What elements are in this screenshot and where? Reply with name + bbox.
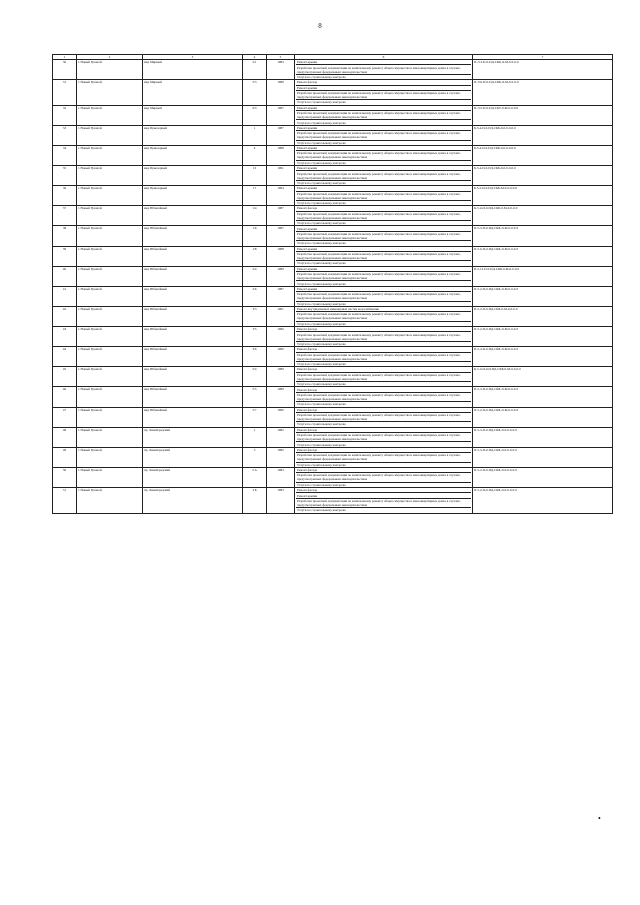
- work-item: Услуги по строительному контролю: [297, 402, 346, 407]
- row-number: 35: [53, 166, 77, 186]
- column-header: 3: [143, 55, 243, 60]
- row-code: П-5-4-П-0-ПД-СКБ-Л-М-0-0-0-0: [473, 347, 613, 367]
- row-works: [295, 488, 473, 514]
- row-house: 3 А: [243, 467, 267, 487]
- row-city: г. Новый Уренгой: [77, 367, 143, 387]
- row-code: П-5-12-П-0-ПД-СКБ-0-М-0-0-0-0: [473, 266, 613, 286]
- row-house: 3/3: [243, 306, 267, 326]
- table-row: [53, 286, 613, 306]
- work-item: Разработка проектной документации по капитальному ремонту общего имущества в многоквартирных домах в случаях, предусмотренных федеральным законодательством: [296, 232, 471, 241]
- row-house: 3 Б: [243, 488, 267, 514]
- row-number: 39: [53, 246, 77, 266]
- repair-register-table: [52, 54, 613, 514]
- row-street: мкр Юбилейный: [143, 367, 243, 387]
- work-item: Разработка проектной документации по капитальному ремонту общего имущества в многоквартирных домах в случаях, предусмотренных федеральным законодательством: [296, 212, 471, 221]
- row-city: г. Новый Уренгой: [77, 286, 143, 306]
- table-row: [53, 206, 613, 226]
- row-code: Б-5-4-П-0-ПД-СКБ-0-0-0-0-0-0: [473, 166, 613, 186]
- row-year: 1984: [267, 60, 295, 80]
- row-works: [295, 145, 473, 165]
- row-house: 5/1: [243, 60, 267, 80]
- work-item: Разработка проектной документации по капитальному ремонту общего имущества в многоквартирных домах в случаях, предусмотренных федеральным законодательством: [296, 393, 471, 402]
- row-number: 41: [53, 286, 77, 306]
- work-item: Услуги по строительному контролю: [297, 140, 346, 145]
- row-street: мкр Приозерный: [143, 166, 243, 186]
- row-works: [295, 60, 473, 80]
- work-item: Услуги по строительному контролю: [297, 362, 346, 367]
- row-works: [295, 286, 473, 306]
- row-house: 5/3: [243, 80, 267, 106]
- column-header: 5: [267, 55, 295, 60]
- row-house: 2/6: [243, 286, 267, 306]
- row-city: г. Новый Уренгой: [77, 347, 143, 367]
- work-item: Разработка проектной документации по капитальному ремонту общего имущества в многоквартирных домах в случаях, предусмотренных федеральным законодательством: [296, 499, 471, 508]
- work-item: Услуги по строительному контролю: [297, 221, 346, 226]
- work-item: Услуги по строительному контролю: [297, 482, 346, 487]
- row-works: [295, 427, 473, 447]
- row-code: Б-5-5-П-0-ПД-СКБ-М-0-0-0-0-0: [473, 186, 613, 206]
- row-year: 1994: [267, 186, 295, 206]
- row-street: мкр Мирный: [143, 105, 243, 125]
- row-code: К-5-4-П-0-П-ПД-СКБ-0-М-0-0-0-0: [473, 367, 613, 387]
- row-number: 42: [53, 306, 77, 326]
- work-item: Ремонт крыши: [296, 146, 471, 151]
- row-number: 33: [53, 125, 77, 145]
- row-year: 1990: [267, 407, 295, 427]
- row-works: [295, 186, 473, 206]
- row-house: 6/3: [243, 105, 267, 125]
- work-item: Услуги по строительному контролю: [297, 74, 346, 79]
- work-item: Услуги по строительному контролю: [297, 301, 346, 306]
- work-item: Разработка проектной документации по капитальному ремонту общего имущества в многоквартирных домах в случаях, предусмотренных федеральным законодательством: [296, 453, 471, 462]
- row-city: г. Новый Уренгой: [77, 488, 143, 514]
- row-street: мкр Юбилейный: [143, 206, 243, 226]
- row-code: П-5-2-П-0-ПД-СКБ-Л-0-0-0-0-0: [473, 467, 613, 487]
- row-number: 46: [53, 387, 77, 407]
- work-item: Разработка проектной документации по капитальному ремонту общего имущества в многоквартирных домах в случаях, предусмотренных федеральным законодательством: [296, 151, 471, 160]
- row-city: г. Новый Уренгой: [77, 467, 143, 487]
- work-item: Ремонт фасада: [296, 347, 471, 352]
- table-row: [53, 145, 613, 165]
- row-year: 1982: [267, 447, 295, 467]
- work-item: Услуги по строительному контролю: [297, 201, 346, 206]
- row-works: [295, 226, 473, 246]
- row-city: г. Новый Уренгой: [77, 125, 143, 145]
- work-item: Ремонт фасада: [296, 327, 471, 332]
- row-works: [295, 447, 473, 467]
- table-row: [53, 125, 613, 145]
- work-item: Ремонт фасада: [296, 428, 471, 433]
- row-street: мкр Приозерный: [143, 125, 243, 145]
- row-year: 1987: [267, 226, 295, 246]
- row-house: 17: [243, 186, 267, 206]
- row-number: 43: [53, 327, 77, 347]
- margin-mark: •: [598, 814, 601, 823]
- row-year: 1988: [267, 145, 295, 165]
- row-code: П-5-2-П-0-ПД-СКБ-Л-М-0-0-0-0: [473, 286, 613, 306]
- work-item: Ремонт фасада: [296, 448, 471, 453]
- work-item: Ремонт крыши: [296, 126, 471, 131]
- row-street: мкр Юбилейный: [143, 407, 243, 427]
- work-item: Разработка проектной документации по капитальному ремонту общего имущества в многоквартирных домах в случаях, предусмотренных федеральным законодательством: [296, 252, 471, 261]
- row-year: 1990: [267, 327, 295, 347]
- row-year: 1989: [267, 266, 295, 286]
- row-works: [295, 80, 473, 106]
- table-row: [53, 166, 613, 186]
- row-code: П-5-2-П-0-ПД-СКБ-Л-М-0-0-0-0: [473, 327, 613, 347]
- row-number: 38: [53, 226, 77, 246]
- row-number: 50: [53, 467, 77, 487]
- row-code: П-5-6-П-0-ПД-СКБ-Л-М-0-0-0-0: [473, 246, 613, 266]
- row-city: г. Новый Уренгой: [77, 186, 143, 206]
- row-number: 34: [53, 145, 77, 165]
- row-house: 1/8: [243, 246, 267, 266]
- column-header: 1: [53, 55, 77, 60]
- row-street: мкр Приозерный: [143, 186, 243, 206]
- row-city: г. Новый Уренгой: [77, 246, 143, 266]
- work-item: Ремонт фасада: [296, 408, 471, 413]
- work-item: Услуги по строительному контролю: [297, 160, 346, 165]
- work-item: Разработка проектной документации по капитальному ремонту общего имущества в многоквартирных домах в случаях, предусмотренных федеральным законодательством: [296, 473, 471, 482]
- row-year: 1983: [267, 467, 295, 487]
- row-number: 32: [53, 105, 77, 125]
- row-year: 1983: [267, 488, 295, 514]
- row-code: К-5-4-П-0-ПД-СКБ-0-М-0-0-0-0: [473, 206, 613, 226]
- row-works: [295, 407, 473, 427]
- row-city: г. Новый Уренгой: [77, 105, 143, 125]
- row-number: 44: [53, 347, 77, 367]
- row-street: пр. Ленинградский: [143, 488, 243, 514]
- row-house: 13: [243, 166, 267, 186]
- row-works: [295, 367, 473, 387]
- row-street: мкр Мирный: [143, 60, 243, 80]
- work-item: Ремонт крыши: [296, 267, 471, 272]
- row-year: 1987: [267, 105, 295, 125]
- row-works: [295, 467, 473, 487]
- work-item: Услуги по строительному контролю: [297, 422, 346, 427]
- work-item: Ремонт фасада: [296, 206, 471, 211]
- table-row: [53, 488, 613, 514]
- row-works: [295, 166, 473, 186]
- work-item: Ремонт крыши: [296, 186, 471, 191]
- row-code: Б-5-4-П-0-ПД-СКБ-0-0-0-0-0-0: [473, 145, 613, 165]
- table-row: [53, 60, 613, 80]
- column-header: 2: [77, 55, 143, 60]
- work-item: Ремонт фасада: [296, 468, 471, 473]
- row-street: мкр Юбилейный: [143, 387, 243, 407]
- work-item: Услуги по строительному контролю: [297, 120, 346, 125]
- row-works: [295, 105, 473, 125]
- row-year: 1987: [267, 206, 295, 226]
- row-year: 1987: [267, 125, 295, 145]
- row-number: 51: [53, 488, 77, 514]
- work-item: Ремонт крыши: [296, 247, 471, 252]
- row-number: 37: [53, 206, 77, 226]
- column-header: 6: [295, 55, 473, 60]
- work-item: Разработка проектной документации по капитальному ремонту общего имущества в многоквартирных домах в случаях, предусмотренных федеральным законодательством: [296, 353, 471, 362]
- row-year: 1988: [267, 246, 295, 266]
- row-street: мкр Мирный: [143, 80, 243, 106]
- row-city: г. Новый Уренгой: [77, 327, 143, 347]
- work-item: Услуги по строительному контролю: [297, 341, 346, 346]
- table-row: [53, 367, 613, 387]
- row-house: 2/4: [243, 266, 267, 286]
- row-number: 48: [53, 427, 77, 447]
- work-item: Разработка проектной документации по капитальному ремонту общего имущества в многоквартирных домах в случаях, предусмотренных федеральным законодательством: [296, 171, 471, 180]
- work-item: Ремонт крыши: [296, 86, 471, 91]
- row-works: [295, 387, 473, 407]
- row-code: П-Э-5-П-0-ПД-СКТ-0-М-0-0-0-0: [473, 105, 613, 125]
- column-header: 7: [473, 55, 613, 60]
- row-works: [295, 327, 473, 347]
- table-body: [53, 60, 613, 514]
- row-house: 5/7: [243, 407, 267, 427]
- column-header: 4: [243, 55, 267, 60]
- row-code: П-5-3-П-0-ПД-СКБ-Л-М-0-0-0-0: [473, 387, 613, 407]
- work-item: Услуги по строительному контролю: [297, 180, 346, 185]
- table-row: [53, 327, 613, 347]
- row-number: 40: [53, 266, 77, 286]
- work-item: Ремонт фасада: [296, 387, 471, 392]
- row-house: 4: [243, 145, 267, 165]
- row-number: 36: [53, 186, 77, 206]
- row-house: 1/4: [243, 206, 267, 226]
- work-item: Разработка проектной документации по капитальному ремонту общего имущества в многоквартирных домах в случаях, предусмотренных федеральным законодательством: [296, 292, 471, 301]
- work-item: Услуги по строительному контролю: [297, 321, 346, 326]
- table-row: [53, 387, 613, 407]
- row-year: 1991: [267, 306, 295, 326]
- row-street: пр. Ленинградский: [143, 467, 243, 487]
- row-city: г. Новый Уренгой: [77, 226, 143, 246]
- table-row: [53, 427, 613, 447]
- row-house: 5/4: [243, 367, 267, 387]
- row-code: П-Э-3-П-0-ПД-СКБ-Л-М-0-0-0-0: [473, 60, 613, 80]
- row-street: мкр Юбилейный: [143, 286, 243, 306]
- row-street: мкр Юбилейный: [143, 306, 243, 326]
- work-item: Разработка проектной документации по капитальному ремонту общего имущества в многоквартирных домах в случаях, предусмотренных федеральным законодательством: [296, 131, 471, 140]
- row-house: 5/5: [243, 387, 267, 407]
- row-city: г. Новый Уренгой: [77, 387, 143, 407]
- table-row: [53, 447, 613, 467]
- row-number: 45: [53, 367, 77, 387]
- table-row: [53, 347, 613, 367]
- table-row: [53, 407, 613, 427]
- row-number: 31: [53, 80, 77, 106]
- work-item: Ремонт фасада: [296, 80, 471, 85]
- table-row: [53, 186, 613, 206]
- work-item: Услуги по строительному контролю: [297, 241, 346, 246]
- row-year: 1990: [267, 347, 295, 367]
- work-item: Услуги по строительному контролю: [297, 508, 346, 513]
- work-item: Разработка проектной документации по капитальному ремонту общего имущества в многоквартирных домах в случаях, предусмотренных федеральным законодательством: [296, 332, 471, 341]
- row-works: [295, 246, 473, 266]
- row-code: Б-5-4-П-0-ПД-СКБ-0-0-0-0-0-0: [473, 125, 613, 145]
- row-city: г. Новый Уренгой: [77, 427, 143, 447]
- row-works: [295, 206, 473, 226]
- row-works: [295, 347, 473, 367]
- row-code: П-5-2-П-0-ПД-СКБ-Л-0-0-0-0-0: [473, 488, 613, 514]
- row-street: мкр Юбилейный: [143, 246, 243, 266]
- row-code: П-5-2-П-0-ПД-СКБ-0-М-0-0-0-0: [473, 306, 613, 326]
- row-year: 1991: [267, 166, 295, 186]
- table-row: [53, 306, 613, 326]
- row-house: 3/6: [243, 347, 267, 367]
- row-street: мкр Юбилейный: [143, 347, 243, 367]
- row-city: г. Новый Уренгой: [77, 80, 143, 106]
- work-item: Услуги по строительному контролю: [297, 382, 346, 387]
- work-item: Ремонт крыши: [296, 166, 471, 171]
- row-year: 1989: [267, 80, 295, 106]
- work-item: Разработка проектной документации по капитальному ремонту общего имущества в многоквартирных домах в случаях, предусмотренных федеральным законодательством: [296, 433, 471, 442]
- row-year: 1987: [267, 286, 295, 306]
- row-city: г. Новый Уренгой: [77, 206, 143, 226]
- work-item: Ремонт крыши: [296, 60, 471, 65]
- table-row: [53, 226, 613, 246]
- row-house: 1: [243, 427, 267, 447]
- row-city: г. Новый Уренгой: [77, 407, 143, 427]
- row-city: г. Новый Уренгой: [77, 60, 143, 80]
- row-street: пр. Ленинградский: [143, 427, 243, 447]
- work-item: Ремонт фасада: [296, 367, 471, 372]
- row-code: П-5-3-П-0-ПД-СКБ-Л-0-0-0-0-0: [473, 427, 613, 447]
- work-item: Услуги по строительному контролю: [297, 442, 346, 447]
- row-street: пр. Ленинградский: [143, 447, 243, 467]
- work-item: Разработка проектной документации по капитальному ремонту общего имущества в многоквартирных домах в случаях, предусмотренных федеральным законодательством: [296, 272, 471, 281]
- table-row: [53, 246, 613, 266]
- row-house: 3/5: [243, 327, 267, 347]
- row-works: [295, 306, 473, 326]
- row-works: [295, 266, 473, 286]
- row-code: П-5-3-П-0-ПД-СКБ-Л-М-0-0-0-0: [473, 226, 613, 246]
- row-code: П-5-3-П-0-ПД-СКБ-Л-0-0-0-0-0: [473, 447, 613, 467]
- row-house: 1: [243, 125, 267, 145]
- work-item: Услуги по строительному контролю: [297, 462, 346, 467]
- work-item: Разработка проектной документации по капитальному ремонту общего имущества в многоквартирных домах в случаях, предусмотренных федеральным законодательством: [296, 413, 471, 422]
- row-year: 1989: [267, 387, 295, 407]
- work-item: Разработка проектной документации по капитальному ремонту общего имущества в многоквартирных домах в случаях, предусмотренных федеральным законодательством: [296, 111, 471, 120]
- row-code: П-Э-6-П-0-ПД-СКБ-Л-М-0-0-0-0: [473, 80, 613, 106]
- work-item: Ремонт крыши: [296, 226, 471, 231]
- row-number: 47: [53, 407, 77, 427]
- table-row: [53, 266, 613, 286]
- row-street: мкр Юбилейный: [143, 266, 243, 286]
- work-item: Услуги по строительному контролю: [297, 100, 346, 105]
- work-item: Услуги по строительному контролю: [297, 281, 346, 286]
- work-item: Разработка проектной документации по капитальному ремонту общего имущества в многоквартирных домах в случаях, предусмотренных федеральным законодательством: [296, 65, 471, 74]
- work-item: Разработка проектной документации по капитальному ремонту общего имущества в многоквартирных домах в случаях, предусмотренных федеральным законодательством: [296, 373, 471, 382]
- work-item: Услуги по строительному контролю: [297, 261, 346, 266]
- row-street: мкр Приозерный: [143, 145, 243, 165]
- row-house: 1/6: [243, 226, 267, 246]
- row-number: 49: [53, 447, 77, 467]
- table-row: [53, 80, 613, 106]
- row-street: мкр Юбилейный: [143, 327, 243, 347]
- row-city: г. Новый Уренгой: [77, 306, 143, 326]
- work-item: Ремонт внутридомовых инженерных систем водоснабжения: [296, 307, 471, 312]
- row-number: 30: [53, 60, 77, 80]
- work-item: Ремонт крыши: [296, 106, 471, 111]
- work-item: Разработка проектной документации по капитальному ремонту общего имущества в многоквартирных домах в случаях, предусмотренных федеральным законодательством: [296, 312, 471, 321]
- work-item: Разработка проектной документации по капитальному ремонту общего имущества в многоквартирных домах в случаях, предусмотренных федеральным законодательством: [296, 192, 471, 201]
- work-item: Ремонт крыши: [296, 493, 471, 498]
- row-year: 1989: [267, 367, 295, 387]
- row-house: 3: [243, 447, 267, 467]
- page-number: 8: [318, 22, 322, 30]
- work-item: Ремонт фасада: [296, 488, 471, 493]
- row-street: мкр Юбилейный: [143, 226, 243, 246]
- row-city: г. Новый Уренгой: [77, 145, 143, 165]
- row-code: П-5-2-П-0-ПД-СКБ-Л-М-0-0-0-0: [473, 407, 613, 427]
- row-city: г. Новый Уренгой: [77, 266, 143, 286]
- table-row: [53, 105, 613, 125]
- row-works: [295, 125, 473, 145]
- table-row: [53, 467, 613, 487]
- row-year: 1982: [267, 427, 295, 447]
- row-city: г. Новый Уренгой: [77, 447, 143, 467]
- work-item: Разработка проектной документации по капитальному ремонту общего имущества в многоквартирных домах в случаях, предусмотренных федеральным законодательством: [296, 91, 471, 100]
- row-city: г. Новый Уренгой: [77, 166, 143, 186]
- work-item: Ремонт крыши: [296, 287, 471, 292]
